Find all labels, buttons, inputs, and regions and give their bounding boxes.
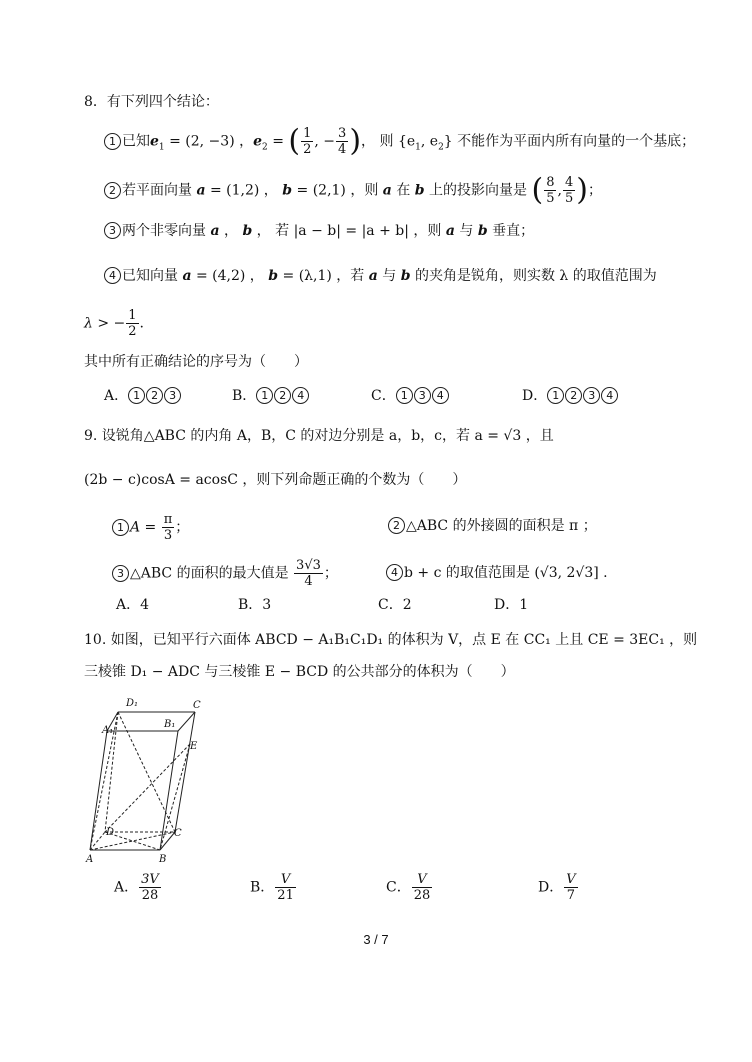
q8-option-c[interactable]: C． 1 3 4 xyxy=(371,386,450,406)
q8-option-d[interactable]: D． 1 2 3 4 xyxy=(522,386,619,406)
q10-option-c[interactable]: C． $\frac{V}{28}$ xyxy=(386,872,431,903)
line-d1c xyxy=(118,712,175,832)
edge-c1c xyxy=(175,712,195,832)
q9-proposition-4: 4 b + c 的取值范围是 (√3, 2√3] . xyxy=(386,563,608,583)
fraction: $\frac{3}{4}$ xyxy=(338,126,347,157)
q10-option-a[interactable]: A． $\frac{3V}{28}$ xyxy=(114,872,159,903)
fraction: $\frac{V}{21}$ xyxy=(277,872,294,903)
q8-question: 其中所有正确结论的序号为（ ） xyxy=(84,354,308,370)
fraction: $\frac{1}{2}$ xyxy=(128,308,137,339)
fraction: $\frac{V}{28}$ xyxy=(413,872,431,903)
label-a1: A₁ xyxy=(102,725,114,736)
q8-option-a[interactable]: A． 1 2 3 xyxy=(104,386,182,406)
parallelepiped-figure xyxy=(80,692,220,870)
q8-statement-3: 3 两个非零向量 a ， b ， 若 |a − b| = |a + b| ，则 a 与 b 垂直； xyxy=(104,221,534,241)
fraction: $\frac{3V}{28}$ xyxy=(141,872,159,903)
page-number: 3 / 7 xyxy=(363,932,389,947)
label-d: D xyxy=(106,827,115,838)
label-b1: B₁ xyxy=(164,719,176,730)
label-a: A xyxy=(86,854,94,865)
q9-proposition-2: 2 △ABC 的外接圆的面积是 π ； xyxy=(388,516,597,536)
q10-stem-line-1: 10. 如图，已知平行六面体 ABCD − A₁B₁C₁D₁ 的体积为 V，点 E 在 CC₁ 上且 CE = 3EC₁ ，则 xyxy=(84,632,698,648)
q8-stem: 8．有下列四个结论： xyxy=(84,94,219,110)
fraction: $\frac{4}{5}$ xyxy=(564,175,574,206)
q9-stem-line-2: (2b − c)cosA = acosC ，则下列命题正确的个数为（ ） xyxy=(84,472,467,488)
q9-option-c[interactable]: C．2 xyxy=(378,597,412,613)
label-c1: C xyxy=(193,700,201,711)
fraction: $\frac{8}{5}$ xyxy=(546,175,555,206)
q8-statement-2: 2 若平面向量 a = (1,2) ， b = (2,1) ，则 a 在 b 上的投影向量是 ( $\frac{8}{5}$ , $\frac{4}{5}$ )； xyxy=(104,175,602,206)
q10-stem-line-2: 三棱锥 D₁ − ADC 与三棱锥 E − BCD 的公共部分的体积为（ ） xyxy=(84,664,515,680)
fraction: $\frac{1}{2}$ xyxy=(303,126,312,157)
fraction: $\frac{\pi}{3}$ xyxy=(163,512,173,543)
q9-stem-line-1: 9. 设锐角△ABC 的内角 A，B，C 的对边分别是 a，b，c，若 a = √3 ，且 xyxy=(84,428,554,444)
q9-proposition-3: 3 △ABC 的面积的最大值是 $\frac{3√3}{4}$ ； xyxy=(112,558,338,589)
q9-option-d[interactable]: D．1 xyxy=(494,597,529,613)
fraction: $\frac{3√3}{4}$ xyxy=(296,558,321,589)
circled-number: 4 xyxy=(104,267,121,284)
circled-number: 3 xyxy=(104,222,121,239)
fraction: $\frac{V}{7}$ xyxy=(566,872,576,903)
label-d1: D₁ xyxy=(126,698,139,709)
label-e: E xyxy=(190,741,198,752)
label-b: B xyxy=(159,854,167,865)
circled-number: 1 xyxy=(104,133,121,150)
circled-number: 2 xyxy=(104,182,121,199)
label-c: C xyxy=(174,828,182,839)
q9-proposition-1: 1 A = $\frac{\pi}{3}$ ； xyxy=(112,512,189,543)
q10-option-d[interactable]: D． $\frac{V}{7}$ xyxy=(538,872,576,903)
q10-option-b[interactable]: B． $\frac{V}{21}$ xyxy=(250,872,294,903)
q9-option-a[interactable]: A．4 xyxy=(116,597,150,613)
q8-statement-4: 4 已知向量 a = (4,2) ， b = (λ,1) ，若 a 与 b 的夹角是锐角，则实数 λ 的取值范围为 xyxy=(104,266,657,286)
q8-statement-1: 1 已知$e_1 = (2$, −3) ，$e_2$ = ( $\frac{1}{2}$ , − $\frac{3}{4}$ )， 则 {$e_1$, $e_2$} 不能作为平面内所有向量的一个基底； xyxy=(104,126,695,157)
q8-option-b[interactable]: B． 1 2 4 xyxy=(232,386,310,406)
q8-statement-4-range: λ > − $\frac{1}{2}$ . xyxy=(84,308,144,339)
q9-option-b[interactable]: B．3 xyxy=(238,597,272,613)
